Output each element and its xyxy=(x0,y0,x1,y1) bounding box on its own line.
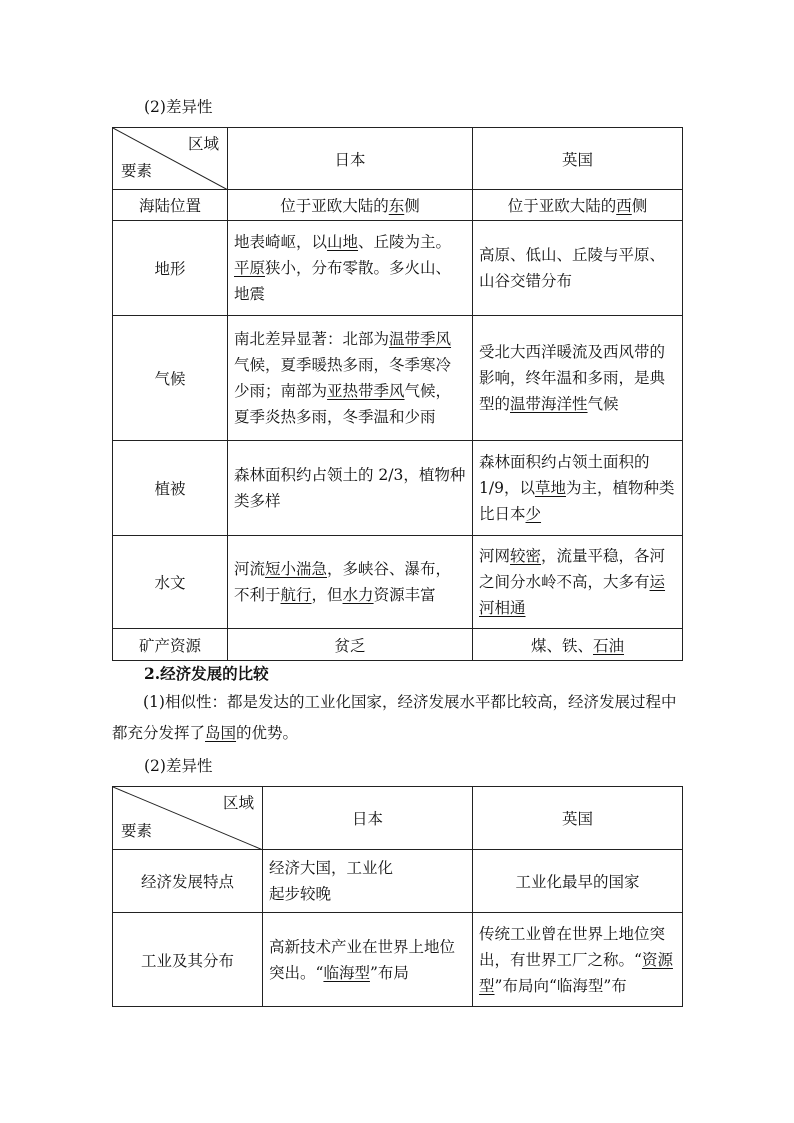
table-economic-comparison xyxy=(112,786,683,1007)
uk-cell: 煤、铁、石油 xyxy=(473,629,683,661)
uk-cell: 工业化最早的国家 xyxy=(473,850,683,913)
row-label: 气候 xyxy=(113,316,228,441)
section2-heading: (2)差异性 xyxy=(144,757,213,775)
uk-cell: 位于亚欧大陆的西侧 xyxy=(473,190,683,221)
table2-corner-cell xyxy=(113,787,263,850)
table1-row-terrain xyxy=(113,221,683,316)
table1-row-vegetation xyxy=(113,441,683,536)
table1-col-japan: 日本 xyxy=(228,128,473,190)
row-label: 地形 xyxy=(113,221,228,316)
corner-element-label: 要素 xyxy=(121,162,153,180)
uk-cell: 受北大西洋暖流及西风带的影响，终年温和多雨，是典型的温带海洋性气候 xyxy=(473,316,683,441)
japan-cell: 河流短小湍急，多峡谷、瀑布，不利于航行，但水力资源丰富 xyxy=(228,536,473,629)
japan-cell: 贫乏 xyxy=(228,629,473,661)
section1-heading: (2)差异性 xyxy=(144,98,213,116)
uk-cell: 河网较密，流量平稳，各河之间分水岭不高，大多有运河相通 xyxy=(473,536,683,629)
table1-corner-cell xyxy=(113,128,228,190)
table2-row-industry xyxy=(113,913,683,1007)
japan-cell: 高新技术产业在世界上地位突出。“临海型”布局 xyxy=(263,913,473,1007)
similarity-paragraph: (1)相似性：都是发达的工业化国家，经济发展水平都比较高，经济发展过程中都充分发挥了岛国的优势。 xyxy=(112,693,677,742)
japan-cell: 森林面积约占领土的 2/3，植物种类多样 xyxy=(228,441,473,536)
table2-header-row xyxy=(113,787,683,850)
table1-header-row xyxy=(113,128,683,190)
japan-cell: 地表崎岖，以山地、丘陵为主。平原狭小，分布零散。多火山、地震 xyxy=(228,221,473,316)
corner-region-label: 区域 xyxy=(187,135,219,153)
uk-cell: 森林面积约占领土面积的 1/9，以草地为主，植物种类比日本少 xyxy=(473,441,683,536)
japan-cell: 南北差异显著：北部为温带季风气候，夏季暖热多雨，冬季寒冷少雨；南部为亚热带季风气候，夏季炎热多雨，冬季温和少雨 xyxy=(228,316,473,441)
table-natural-comparison xyxy=(112,127,683,661)
japan-cell: 经济大国，工业化 起步较晚 xyxy=(263,850,473,913)
table2-col-uk: 英国 xyxy=(473,787,683,850)
row-label: 工业及其分布 xyxy=(113,913,263,1007)
row-label: 经济发展特点 xyxy=(113,850,263,913)
corner-region-label: 区域 xyxy=(222,794,254,812)
row-label: 水文 xyxy=(113,536,228,629)
japan-cell: 位于亚欧大陆的东侧 xyxy=(228,190,473,221)
row-label: 海陆位置 xyxy=(113,190,228,221)
uk-cell: 高原、低山、丘陵与平原、山谷交错分布 xyxy=(473,221,683,316)
table1-row-minerals xyxy=(113,629,683,661)
row-label: 矿产资源 xyxy=(113,629,228,661)
table1-row-hydrology xyxy=(113,536,683,629)
table1-row-position xyxy=(113,190,683,221)
table2-col-japan: 日本 xyxy=(263,787,473,850)
section2-title: 2.经济发展的比较 xyxy=(144,664,269,683)
table1-col-uk: 英国 xyxy=(473,128,683,190)
table2-row-features xyxy=(113,850,683,913)
uk-cell: 传统工业曾在世界上地位突出，有世界工厂之称。“资源型”布局向“临海型”布 xyxy=(473,913,683,1007)
table1-row-climate xyxy=(113,316,683,441)
corner-element-label: 要素 xyxy=(121,822,153,840)
row-label: 植被 xyxy=(113,441,228,536)
